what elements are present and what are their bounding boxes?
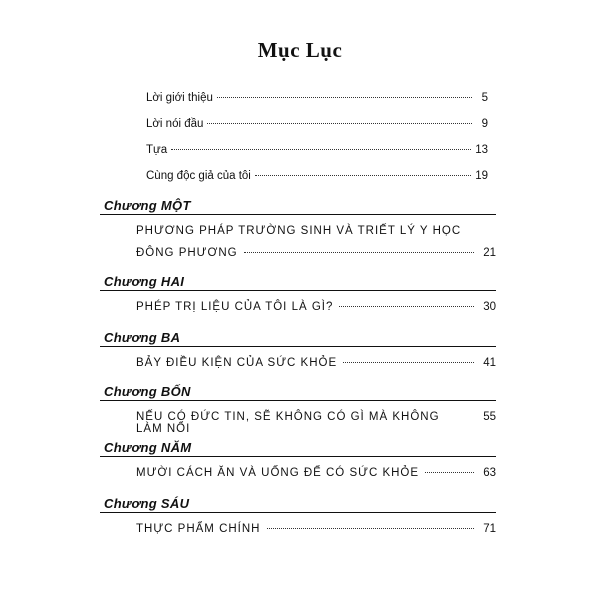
chapter-heading: Chương BỐN	[100, 384, 496, 401]
chapter-title: MƯỜI CÁCH ĂN VÀ UỐNG ĐỂ CÓ SỨC KHỎE	[136, 467, 420, 479]
chapter-page: 55	[483, 411, 496, 423]
dot-leader	[255, 175, 471, 176]
chapter-heading: Chương SÁU	[100, 496, 496, 513]
intro-item	[146, 144, 488, 170]
chapter-page: 21	[483, 247, 496, 259]
intro-item	[146, 92, 488, 118]
chapter-page: 71	[483, 523, 496, 535]
chapter-title-line	[100, 523, 496, 545]
intro-list	[146, 92, 488, 196]
chapter-page: 41	[483, 357, 496, 369]
chapter-heading: Chương HAI	[100, 274, 496, 291]
intro-item-label: Lời giới thiệu	[146, 92, 213, 104]
page-title: Mục Lục	[257, 38, 343, 62]
chapter-title-line	[100, 247, 496, 269]
chapter-entry	[100, 330, 496, 379]
dot-leader	[343, 362, 474, 363]
intro-item	[146, 170, 488, 196]
chapter-title-line	[100, 357, 496, 379]
dot-leader	[217, 97, 472, 98]
chapter-page: 63	[483, 467, 496, 479]
dot-leader	[171, 149, 471, 150]
intro-item-label: Lời nói đầu	[146, 118, 204, 130]
chapter-entry	[100, 384, 496, 433]
dot-leader	[207, 123, 472, 124]
dot-leader	[267, 528, 475, 529]
chapter-entry	[100, 198, 496, 269]
chapter-title: BẢY ĐIỀU KIỆN CỦA SỨC KHỎE	[136, 357, 338, 369]
intro-item-page: 13	[475, 144, 488, 156]
chapter-title: THỰC PHẨM CHÍNH	[136, 523, 261, 535]
chapter-title-line	[100, 225, 496, 247]
chapter-title-line	[100, 411, 496, 433]
chapter-title: NẾU CÓ ĐỨC TIN, SẼ KHÔNG CÓ GÌ MÀ KHÔNG LÀM NỔI	[136, 411, 440, 435]
chapter-heading: Chương MỘT	[100, 198, 496, 215]
dot-leader	[425, 472, 474, 473]
chapter-title: PHƯƠNG PHÁP TRƯỜNG SINH VÀ TRIẾT LÝ Y HỌC	[136, 225, 462, 237]
intro-item	[146, 118, 488, 144]
dot-leader	[339, 306, 474, 307]
intro-item-page: 19	[475, 170, 488, 182]
chapter-title: PHÉP TRỊ LIỆU CỦA TÔI LÀ GÌ?	[136, 301, 334, 313]
intro-item-page: 9	[481, 118, 488, 130]
chapter-entry	[100, 440, 496, 489]
intro-item-label: Cùng độc giả của tôi	[146, 170, 251, 182]
chapter-title-line	[100, 467, 496, 489]
intro-item-page: 5	[481, 92, 488, 104]
dot-leader	[244, 252, 474, 253]
chapter-entry	[100, 496, 496, 545]
chapter-title-line	[100, 301, 496, 323]
chapter-heading: Chương BA	[100, 330, 496, 347]
chapter-title: ĐÔNG PHƯƠNG	[136, 247, 238, 259]
chapter-entry	[100, 274, 496, 323]
chapter-page: 30	[483, 301, 496, 313]
chapter-heading: Chương NĂM	[100, 440, 496, 457]
intro-item-label: Tựa	[146, 144, 168, 156]
